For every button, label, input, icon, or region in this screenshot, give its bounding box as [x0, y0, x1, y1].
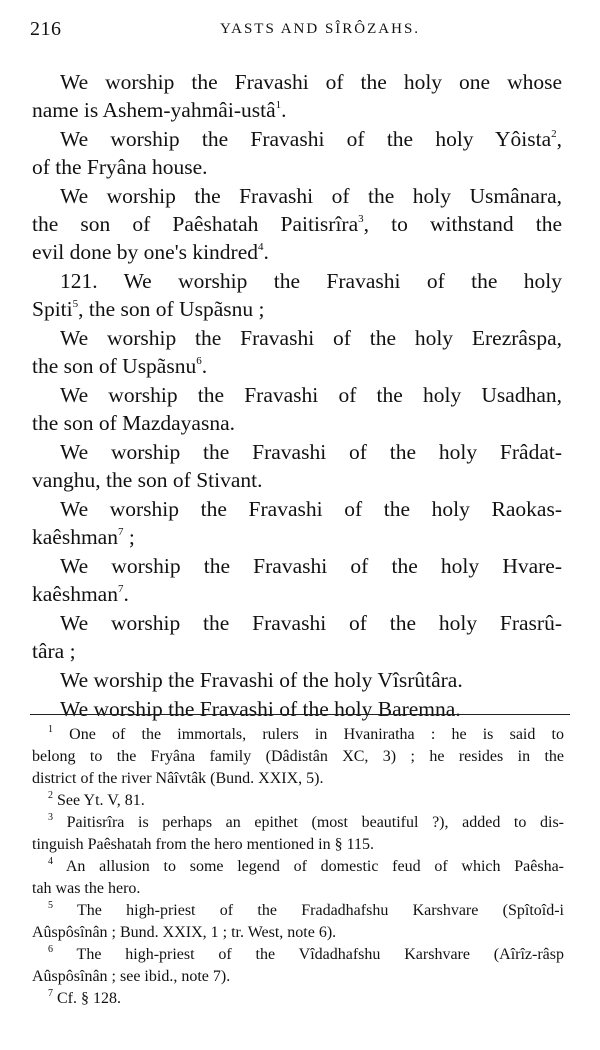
footnote: [32, 812, 564, 856]
text-line: kaêshman$^7$.: [32, 582, 129, 606]
footnote-line: $^7$ Cf. § 128.: [48, 988, 121, 1007]
footnote-line: district of the river Nâîvtâk (Bund. XXIX, 5).: [32, 770, 324, 787]
footnote-marker: 1: [275, 99, 282, 111]
text-line: We worship the Fravashi of the holy Frasrû-: [60, 611, 562, 635]
text-line: kaêshman$^7$ ;: [32, 525, 135, 549]
footnote-line: $^3$ Paitisrîra is perhaps an epithet (most beautiful ?), added to dis-: [48, 812, 564, 831]
text-line: We worship the Fravashi of the holy Frâdat-: [60, 440, 562, 464]
text-line: Spiti$^5$, the son of Uspãsnu ;: [32, 297, 265, 321]
text-line: târa ;: [32, 639, 76, 663]
text-line: the son of Uspãsnu$^6$.: [32, 354, 208, 378]
text-line: We worship the Fravashi of the holy Raokas-: [60, 497, 562, 521]
footnote-divider: [30, 714, 570, 715]
footnote-marker: 4: [258, 241, 264, 253]
paragraph: [32, 381, 562, 437]
paragraph: [32, 267, 562, 323]
page-number: 216: [30, 18, 62, 40]
text-line: of the Fryâna house.: [32, 155, 208, 179]
paragraph: [32, 68, 562, 124]
footnote-marker: 5: [72, 298, 79, 310]
paragraph: [32, 324, 562, 380]
footnote-line: $^2$ See Yt. V, 81.: [48, 790, 145, 809]
footnote: [48, 988, 564, 1010]
page-header: [30, 18, 570, 46]
text-line: We worship the Fravashi of the holy Vîsrûtâra.: [60, 668, 463, 692]
footnote-line: belong to the Fryâna family (Dâdistân XC, 3) ; he resides in the: [32, 748, 564, 765]
footnote-line: $^6$ The high-priest of the Vîdadhafshu Karshvare (Aîrîz-râsp: [48, 944, 564, 963]
footnote-number: 7: [48, 988, 53, 999]
paragraph: [60, 666, 562, 694]
footnote-line: $^4$ An allusion to some legend of domestic feud of which Paêsha-: [48, 856, 564, 875]
main-text: [32, 68, 562, 724]
footnote-line: Aûspôsînân ; Bund. XXIX, 1 ; tr. West, note 6).: [32, 924, 337, 941]
footnote: [48, 790, 564, 812]
footnote-marker: 6: [196, 355, 202, 367]
footnote-marker: 3: [358, 213, 364, 225]
footnote-number: 5: [48, 900, 53, 911]
text-line: vanghu, the son of Stivant.: [32, 468, 263, 492]
footnote-line: Aûspôsînân ; see ibid., note 7).: [32, 968, 231, 985]
footnotes: [32, 724, 564, 1010]
footnote-line: tah was the hero.: [32, 880, 141, 897]
text-line: We worship the Fravashi of the holy one whose: [60, 70, 562, 94]
footnote-marker: 2: [551, 128, 557, 140]
footnote-number: 4: [48, 856, 53, 867]
footnote: [32, 900, 564, 944]
text-line: We worship the Fravashi of the holy Erezrâspa,: [60, 326, 562, 350]
text-line: We worship the Fravashi of the holy Hvare-: [60, 554, 562, 578]
paragraph: [32, 495, 562, 551]
footnote-line: tinguish Paêshatah from the hero mentioned in § 115.: [32, 836, 375, 853]
paragraph: [32, 182, 562, 266]
text-line: name is Ashem-yahmâi-ustâ$^1$.: [32, 98, 287, 122]
footnote-line: $^1$ One of the immortals, rulers in Hvaniratha : he is said to: [48, 724, 564, 743]
running-head: YASTS AND SÎRÔZAHS.: [219, 21, 421, 37]
text-line: the son of Paêshatah Paitisrîra$^3$, to withstand the: [32, 212, 562, 236]
text-line: We worship the Fravashi of the holy Baremna.: [60, 697, 461, 721]
text-line: We worship the Fravashi of the holy Yôista$^2$,: [60, 127, 562, 151]
footnote-number: 6: [48, 944, 53, 955]
footnote-line: $^5$ The high-priest of the Fradadhafshu Karshvare (Spîtoîd-i: [48, 900, 564, 919]
paragraph: [32, 438, 562, 494]
footnote-marker: 7: [117, 526, 124, 538]
text-line: 121. We worship the Fravashi of the holy: [60, 269, 562, 293]
footnote-number: 3: [48, 812, 53, 823]
text-line: evil done by one's kindred$^4$.: [32, 240, 269, 264]
footnote: [32, 724, 564, 790]
paragraph: [60, 695, 562, 723]
text-line: the son of Mazdayasna.: [32, 411, 235, 435]
paragraph: [32, 552, 562, 608]
text-line: We worship the Fravashi of the holy Usmânara,: [60, 184, 562, 208]
footnote-number: 2: [48, 790, 53, 801]
paragraph: [32, 125, 562, 181]
footnote-marker: 7: [117, 583, 124, 595]
footnote-number: 1: [48, 724, 53, 735]
footnote: [32, 856, 564, 900]
paragraph: [32, 609, 562, 665]
footnote: [32, 944, 564, 988]
text-line: We worship the Fravashi of the holy Usadhan,: [60, 383, 562, 407]
